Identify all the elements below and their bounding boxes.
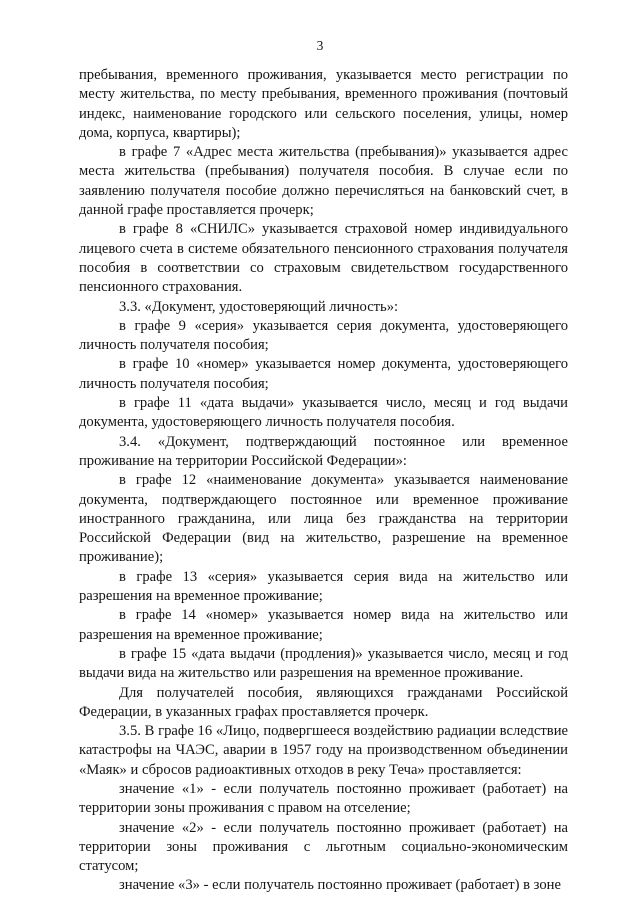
- paragraph: значение «3» - если получатель постоянно проживает (работает) в зоне: [119, 877, 561, 894]
- paragraph: в графе 10 «номер» указывается номер документа, удостоверяющего личность получателя пособия;: [79, 356, 568, 392]
- paragraph: в графе 8 «СНИЛС» указывается страховой номер индивидуального лицевого счета в системе обязательного пенсионного страхования получателя пособия в соответствии со страховым свидетельством государственного пенсионного страхования.: [79, 221, 568, 296]
- paragraph: значение «1» - если получатель постоянно проживает (работает) на территории зоны проживания с правом на отселение;: [79, 780, 568, 817]
- paragraph: значение «2» - если получатель постоянно проживает (работает) на территории зоны проживания с льготным социально-экономическим статусом;: [79, 819, 568, 875]
- page-number: 3: [316, 38, 324, 53]
- paragraph: в графе 7 «Адрес места жительства (пребывания)» указывается адрес места жительства (пребывания) получателя пособия. В случае если по заявлению получателя пособие должно перечисляться на банковский счет, в данной графе проставляется прочерк;: [79, 144, 568, 219]
- paragraph: в графе 13 «серия» указывается серия вида на жительство или разрешения на временное проживание;: [79, 568, 568, 605]
- paragraph: в графе 15 «дата выдачи (продления)» указывается число, месяц и год выдачи вида на жительство или разрешения на временное проживание.: [79, 645, 568, 682]
- paragraph: в графе 14 «номер» указывается номер вида на жительство или разрешения на временное проживание;: [79, 607, 568, 643]
- body-text: [79, 66, 568, 896]
- paragraph: 3.4. «Документ, подтверждающий постоянное или временное проживание на территории Российской Федерации»:: [79, 433, 568, 469]
- paragraph: в графе 11 «дата выдачи» указывается число, месяц и год выдачи документа, удостоверяющего личность получателя пособия.: [79, 395, 568, 431]
- paragraph: в графе 12 «наименование документа» указывается наименование документа, подтверждающего постоянное или временное проживание иностранного гражданина, или лица без гражданства на территории Российской Федерации (вид на жительство, разрешение на временное проживание);: [79, 472, 568, 566]
- paragraph: 3.5. В графе 16 «Лицо, подвергшееся воздействию радиации вследствие катастрофы на ЧАЭС, аварии в 1957 году на производственном объединении «Маяк» и сбросов радиоактивных отходов в реку Теча» проставляется:: [79, 723, 568, 778]
- paragraph: пребывания, временного проживания, указывается место регистрации по месту жительства, по месту пребывания, временного проживания (почтовый индекс, наименование городского или сельского поселения, улицы, номер дома, корпуса, квартиры);: [79, 67, 568, 141]
- paragraph: Для получателей пособия, являющихся гражданами Российской Федерации, в указанных графах проставляется прочерк.: [79, 684, 568, 720]
- paragraph: в графе 9 «серия» указывается серия документа, удостоверяющего личность получателя пособия;: [79, 317, 568, 354]
- paragraph: 3.3. «Документ, удостоверяющий личность»:: [119, 298, 399, 315]
